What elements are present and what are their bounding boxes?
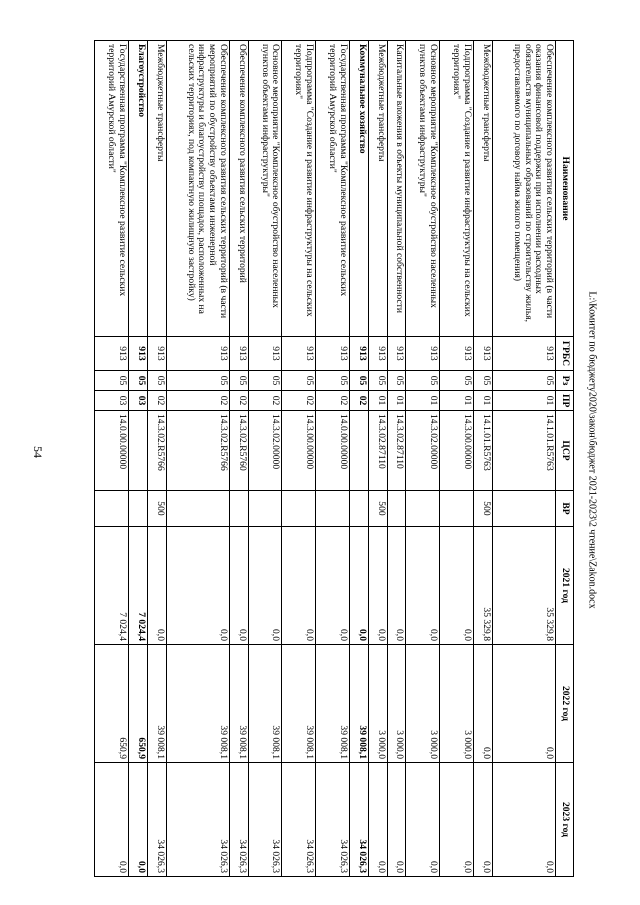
cell-name: Капитальные вложения в объекты муниципальной собственности [387, 41, 406, 337]
cell-name: Благоустройство [128, 41, 147, 337]
cell-name: Основное мероприятие "Комплексное обустройство населенных пунктов объектами инфраструктуры" [406, 41, 440, 337]
rotated-table-container [94, 40, 574, 876]
cell-csr: 14.3.00.00000 [440, 411, 474, 491]
cell-2021: 7 024,4 [95, 527, 129, 645]
cell-2022: 3 000,0 [368, 645, 387, 763]
cell-2022: 3 000,0 [440, 645, 474, 763]
cell-grbs: 913 [282, 337, 316, 371]
cell-2022: 3 000,0 [406, 645, 440, 763]
table-row [128, 41, 147, 877]
cell-grbs: 913 [368, 337, 387, 371]
cell-2022: 3 000,0 [387, 645, 406, 763]
cell-2022: 39 008,1 [229, 645, 248, 763]
header-rz: Рз [556, 371, 574, 391]
cell-2022: 650,9 [128, 645, 147, 763]
table-row [387, 41, 406, 877]
budget-table [94, 40, 574, 877]
cell-vr [166, 491, 229, 527]
cell-pr: 02 [248, 391, 282, 411]
cell-csr [128, 411, 147, 491]
cell-2023: 0,0 [368, 763, 387, 877]
cell-2023: 34 026,3 [248, 763, 282, 877]
cell-csr: 14.3.02.00000 [248, 411, 282, 491]
cell-2023: 34 026,3 [349, 763, 368, 877]
cell-name: Подпрограмма "Создание и развитие инфраструктуры на сельских территориях" [440, 41, 474, 337]
cell-2021: 0,0 [229, 527, 248, 645]
cell-2022: 39 008,1 [147, 645, 166, 763]
cell-csr: 14.3.02.R5760 [229, 411, 248, 491]
cell-2023: 0,0 [387, 763, 406, 877]
cell-2023: 0,0 [95, 763, 129, 877]
cell-name: Обеспечение комплексного развития сельских территорий [229, 41, 248, 337]
cell-grbs: 913 [166, 337, 229, 371]
header-name: Наименование [556, 41, 574, 337]
cell-grbs: 913 [440, 337, 474, 371]
cell-name: Обеспечение комплексного развития сельских территорий (в части оказания финансовой поддержки при исполнении расходных обязательств муниципальных образований по строительству жилья, предоставляемого по договору найма жилого помещения) [492, 41, 555, 337]
cell-2021: 0,0 [316, 527, 350, 645]
cell-pr: 01 [387, 391, 406, 411]
cell-2023: 0,0 [473, 763, 492, 877]
table-row [368, 41, 387, 877]
header-2021: 2021 год [556, 527, 574, 645]
cell-vr: 500 [473, 491, 492, 527]
cell-vr [282, 491, 316, 527]
cell-2022: 39 008,1 [248, 645, 282, 763]
cell-pr: 02 [316, 391, 350, 411]
cell-grbs: 913 [387, 337, 406, 371]
cell-name: Государственная программа "Комплексное развитие сельских территорий Амурской области" [316, 41, 350, 337]
cell-pr: 02 [229, 391, 248, 411]
cell-2021: 0,0 [282, 527, 316, 645]
cell-vr [440, 491, 474, 527]
cell-2021: 0,0 [440, 527, 474, 645]
cell-rz: 05 [147, 371, 166, 391]
cell-csr: 14.3.02.R5766 [166, 411, 229, 491]
cell-2022: 39 008,1 [349, 645, 368, 763]
cell-2021: 7 024,4 [128, 527, 147, 645]
cell-grbs: 913 [473, 337, 492, 371]
cell-vr [95, 491, 129, 527]
header-2022: 2022 год [556, 645, 574, 763]
cell-name: Межбюджетные трансферты [473, 41, 492, 337]
cell-rz: 05 [316, 371, 350, 391]
cell-vr [492, 491, 555, 527]
cell-name: Обеспечение комплексного развития сельских территорий (в части мероприятий по обустройству объектами инженерной инфраструктуры и благоустройству площадок, расположенных на сельских территориях, под компактную жилищную застройку) [166, 41, 229, 337]
cell-2023: 0,0 [128, 763, 147, 877]
cell-2021: 0,0 [248, 527, 282, 645]
cell-2022: 39 008,1 [282, 645, 316, 763]
table-row [229, 41, 248, 877]
cell-pr: 01 [473, 391, 492, 411]
header-2023: 2023 год [556, 763, 574, 877]
cell-grbs: 913 [316, 337, 350, 371]
header-pr: ПР [556, 391, 574, 411]
cell-2023: 34 026,3 [147, 763, 166, 877]
table-row [248, 41, 282, 877]
cell-csr: 14.3.02.87110 [387, 411, 406, 491]
cell-grbs: 913 [492, 337, 555, 371]
cell-2023: 34 026,3 [316, 763, 350, 877]
table-header-row [556, 41, 574, 877]
cell-rz: 05 [387, 371, 406, 391]
cell-2021: 35 329,8 [492, 527, 555, 645]
cell-2023: 34 026,3 [229, 763, 248, 877]
cell-rz: 05 [406, 371, 440, 391]
cell-rz: 05 [349, 371, 368, 391]
cell-pr: 02 [166, 391, 229, 411]
cell-2021: 0,0 [147, 527, 166, 645]
cell-csr: 14.0.00.00000 [316, 411, 350, 491]
table-row [492, 41, 555, 877]
header-csr: ЦСР [556, 411, 574, 491]
cell-vr: 500 [368, 491, 387, 527]
cell-vr [248, 491, 282, 527]
cell-pr: 01 [368, 391, 387, 411]
cell-grbs: 913 [95, 337, 129, 371]
cell-2021: 0,0 [406, 527, 440, 645]
table-row [440, 41, 474, 877]
cell-2022: 39 008,1 [316, 645, 350, 763]
cell-2023: 0,0 [440, 763, 474, 877]
cell-2021: 0,0 [368, 527, 387, 645]
cell-2021: 0,0 [349, 527, 368, 645]
cell-vr [128, 491, 147, 527]
table-row [282, 41, 316, 877]
page-number: 54 [31, 446, 45, 458]
cell-2021: 35 329,8 [473, 527, 492, 645]
cell-rz: 05 [128, 371, 147, 391]
table-row [406, 41, 440, 877]
cell-2022: 650,9 [95, 645, 129, 763]
table-row [147, 41, 166, 877]
cell-2022: 39 008,1 [166, 645, 229, 763]
cell-vr [406, 491, 440, 527]
cell-grbs: 913 [128, 337, 147, 371]
cell-grbs: 913 [229, 337, 248, 371]
cell-grbs: 913 [349, 337, 368, 371]
cell-pr: 02 [147, 391, 166, 411]
cell-pr: 01 [406, 391, 440, 411]
cell-2022: 0,0 [492, 645, 555, 763]
cell-2023: 0,0 [492, 763, 555, 877]
cell-rz: 05 [440, 371, 474, 391]
cell-pr: 03 [95, 391, 129, 411]
cell-vr [387, 491, 406, 527]
cell-2022: 0,0 [473, 645, 492, 763]
cell-csr: 14.0.00.00000 [95, 411, 129, 491]
cell-csr: 14.3.02.R5766 [147, 411, 166, 491]
table-row [166, 41, 229, 877]
cell-name: Государственная программа "Комплексное развитие сельских территорий Амурской области" [95, 41, 129, 337]
cell-pr: 02 [282, 391, 316, 411]
footer-file-path: L:\Комитет по бюджету2020\закон\бюджет 2021-2023\2 чтение\Zakon.docx [586, 291, 598, 609]
cell-rz: 05 [166, 371, 229, 391]
cell-name: Межбюджетные трансферты [368, 41, 387, 337]
cell-rz: 05 [95, 371, 129, 391]
cell-csr: 14.1.01.R5763 [473, 411, 492, 491]
cell-name: Коммунальное хозяйство [349, 41, 368, 337]
cell-name: Межбюджетные трансферты [147, 41, 166, 337]
cell-csr: 14.3.02.00000 [406, 411, 440, 491]
cell-csr: 14.3.02.87110 [368, 411, 387, 491]
cell-pr: 01 [492, 391, 555, 411]
cell-rz: 05 [492, 371, 555, 391]
cell-2021: 0,0 [387, 527, 406, 645]
cell-vr [316, 491, 350, 527]
table-row [349, 41, 368, 877]
cell-csr [349, 411, 368, 491]
cell-grbs: 913 [248, 337, 282, 371]
table-row [95, 41, 129, 877]
footer-file-path-container [580, 20, 604, 880]
header-grbs: ГРБС [556, 337, 574, 371]
cell-rz: 05 [473, 371, 492, 391]
table-row [316, 41, 350, 877]
cell-2023: 0,0 [406, 763, 440, 877]
cell-2023: 34 026,3 [166, 763, 229, 877]
cell-csr: 14.3.00.00000 [282, 411, 316, 491]
cell-pr: 03 [128, 391, 147, 411]
cell-2021: 0,0 [166, 527, 229, 645]
cell-rz: 05 [229, 371, 248, 391]
header-vr: ВР [556, 491, 574, 527]
cell-rz: 05 [248, 371, 282, 391]
cell-grbs: 913 [147, 337, 166, 371]
table-row [473, 41, 492, 877]
cell-vr [349, 491, 368, 527]
cell-pr: 01 [440, 391, 474, 411]
cell-rz: 05 [368, 371, 387, 391]
cell-grbs: 913 [406, 337, 440, 371]
cell-pr: 02 [349, 391, 368, 411]
cell-name: Подпрограмма "Создание и развитие инфраструктуры на сельских территориях" [282, 41, 316, 337]
cell-vr: 500 [147, 491, 166, 527]
cell-csr: 14.1.01.R5763 [492, 411, 555, 491]
cell-vr [229, 491, 248, 527]
cell-2023: 34 026,3 [282, 763, 316, 877]
cell-name: Основное мероприятие "Комплексное обустройство населенных пунктов объектами инфраструктуры" [248, 41, 282, 337]
cell-rz: 05 [282, 371, 316, 391]
